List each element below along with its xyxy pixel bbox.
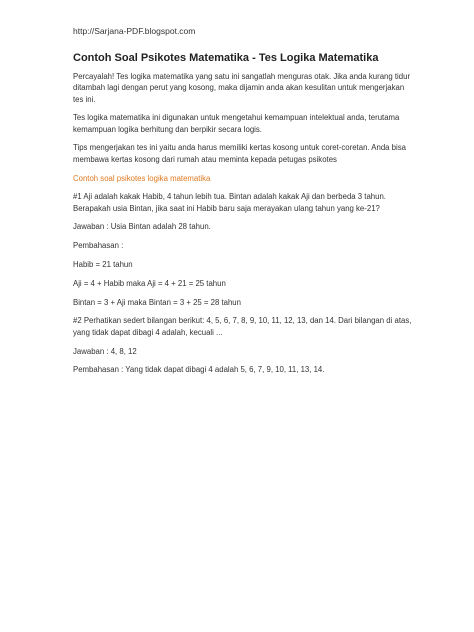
answer-1: Jawaban : Usia Bintan adalah 28 tahun. <box>73 222 211 232</box>
explanation-2: Pembahasan : Yang tidak dapat dibagi 4 adalah 5, 6, 7, 9, 10, 11, 13, 14. <box>73 365 325 375</box>
question-1: #1 Aji adalah kakak Habib, 4 tahun lebih tua. Bintan adalah kakak Aji dan berbeda 3 tahun. Berapakah usia Bintan, jika saat ini Habib baru saja merayakan ulang tahun yang ke-21? <box>73 192 386 213</box>
document-title: Contoh Soal Psikotes Matematika - Tes Logika Matematika <box>73 52 379 64</box>
question-2: #2 Perhatikan sedert bilangan berikut: 4, 5, 6, 7, 8, 9, 10, 11, 12, 13, dan 14. Dari bilangan di atas, yang tidak dapat dibagi 4 adalah, kecuali ... <box>73 316 412 337</box>
header-url: http://Sarjana-PDF.blogspot.com <box>73 26 196 36</box>
document-body <box>73 71 413 383</box>
explanation-label-1: Pembahasan : <box>73 241 124 251</box>
section-heading: Contoh soal psikotes logika matematika <box>73 173 211 183</box>
step-2: Aji = 4 + Habib maka Aji = 4 + 21 = 25 tahun <box>73 278 226 288</box>
intro-paragraph-3: Tips mengerjakan tes ini yaitu anda harus memiliki kertas kosong untuk coret-coretan. Anda bisa membawa kertas kosong dari rumah atau meminta kepada petugas psikotes <box>73 143 406 164</box>
intro-paragraph-1: Percayalah! Tes logika matematika yang satu ini sangatlah menguras otak. Jika anda kurang tidur ditambah lagi dengan perut yang kosong, maka dijamin anda akan kesulitan untuk mengerjakan tes ini. <box>73 72 411 104</box>
intro-paragraph-2: Tes logika matematika ini digunakan untuk mengetahui kemampuan intelektual anda, terutama kemampuan logika berhitung dan berpikir secara logis. <box>73 113 400 134</box>
step-1: Habib = 21 tahun <box>73 260 133 270</box>
step-3: Bintan = 3 + Aji maka Bintan = 3 + 25 = 28 tahun <box>73 297 241 307</box>
answer-2: Jawaban : 4, 8, 12 <box>73 346 137 356</box>
